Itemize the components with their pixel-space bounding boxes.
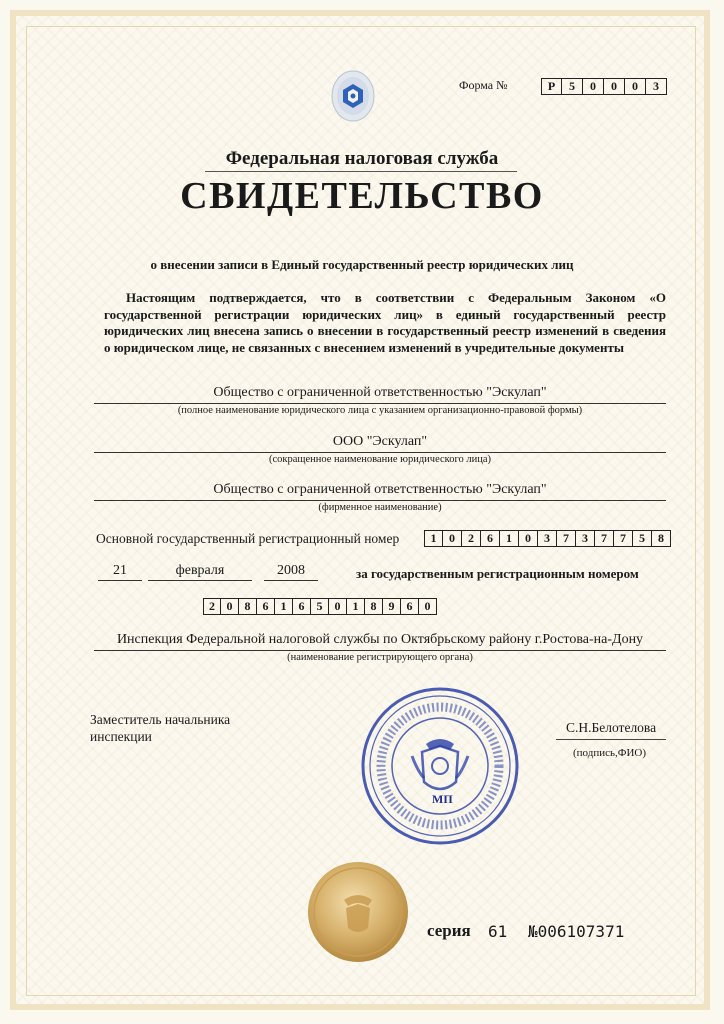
ogrn-digit: 7 [557,530,576,547]
grn-digit: 1 [275,598,293,615]
form-number-cells [541,78,667,95]
form-code-cell: 0 [604,78,625,95]
grn-digit: 9 [383,598,401,615]
ogrn-digit: 3 [576,530,595,547]
grn-digit: 8 [365,598,383,615]
ogrn-digit: 0 [519,530,538,547]
form-number-label: Форма № [459,78,508,92]
stamp-place-mark: МП [432,792,453,806]
form-code-cell: Р [541,78,562,95]
day-line [98,580,142,581]
ogrn-digit: 3 [538,530,557,547]
official-stamp-icon [360,686,520,846]
document-subtitle: о внесении записи в Единый государственный реестр юридических лиц [150,257,574,272]
form-code-cell: 3 [646,78,667,95]
ogrn-digit: 1 [424,530,443,547]
brand-name-caption: (фирменное наименование) [318,502,442,513]
grn-digit: 0 [419,598,437,615]
agency-name: Федеральная налоговая служба [225,148,499,169]
ogrn-digit: 7 [614,530,633,547]
company-brand-name: Общество с ограниченной ответственностью "Эскулап" [213,482,547,497]
agency-underline [205,171,517,172]
form-code-cell: 0 [583,78,604,95]
fns-emblem-icon [331,70,375,122]
series-number: 61 [488,922,508,941]
signer-name: С.Н.Белотелова [566,720,657,735]
month-line [148,580,252,581]
grn-digit: 6 [257,598,275,615]
authority-caption: (наименование регистрирующего органа) [287,652,473,663]
ogrn-digit: 5 [633,530,652,547]
series-label: серия [427,921,471,940]
company-short-name: ООО "Эскулап" [332,434,428,449]
document-title: СВИДЕТЕЛЬСТВО [180,175,544,217]
form-code-cell: 0 [625,78,646,95]
ogrn-digit: 2 [462,530,481,547]
position-line-1: Заместитель начальника [90,712,231,727]
gold-seal-icon [306,860,410,964]
grn-cells [203,598,437,615]
registration-year: 2008 [277,563,305,578]
position-line-2: инспекции [90,729,152,744]
year-line [264,580,318,581]
grn-digit: 1 [347,598,365,615]
form-code-cell: 5 [562,78,583,95]
full-name-caption: (полное наименование юридического лица с указанием организационно-правовой формы) [177,405,583,416]
grn-label: за государственным регистрационным номером [356,566,639,581]
company-full-name: Общество с ограниченной ответственностью "Эскулап" [213,385,547,400]
authority-line [94,650,666,651]
ogrn-digit: 6 [481,530,500,547]
signature-caption: (подпись,ФИО) [573,747,646,759]
ogrn-digit: 1 [500,530,519,547]
grn-digit: 6 [293,598,311,615]
registering-authority: Инспекция Федеральной налоговой службы по Октябрьскому району г.Ростова-на-Дону [116,632,644,647]
grn-digit: 2 [203,598,221,615]
registration-day: 21 [113,563,127,578]
brand-name-line [94,500,666,501]
short-name-line [94,452,666,453]
registration-month: февраля [175,563,225,578]
ogrn-digit: 0 [443,530,462,547]
grn-digit: 0 [329,598,347,615]
full-name-line [94,403,666,404]
grn-digit: 8 [239,598,257,615]
short-name-caption: (сокращенное наименование юридического лица) [268,454,492,465]
ogrn-digit: 8 [652,530,671,547]
signer-position [90,711,230,745]
signature-line [556,739,666,740]
grn-digit: 5 [311,598,329,615]
grn-digit: 0 [221,598,239,615]
grn-digit: 6 [401,598,419,615]
ogrn-label: Основной государственный регистрационный номер [96,531,400,546]
confirmation-text: Настоящим подтверждается, что в соответствии с Федеральным Законом «О государственной регистрации юридических лиц» в единый государственный реестр юридических лиц внесена запись о внесении в государственный реестр изменений в сведения о юридическом лице, не связанных с внесением изменений в учредительные документы [104,290,666,355]
ogrn-digit: 7 [595,530,614,547]
serial-number: №006107371 [528,922,625,941]
ogrn-cells [424,530,671,547]
